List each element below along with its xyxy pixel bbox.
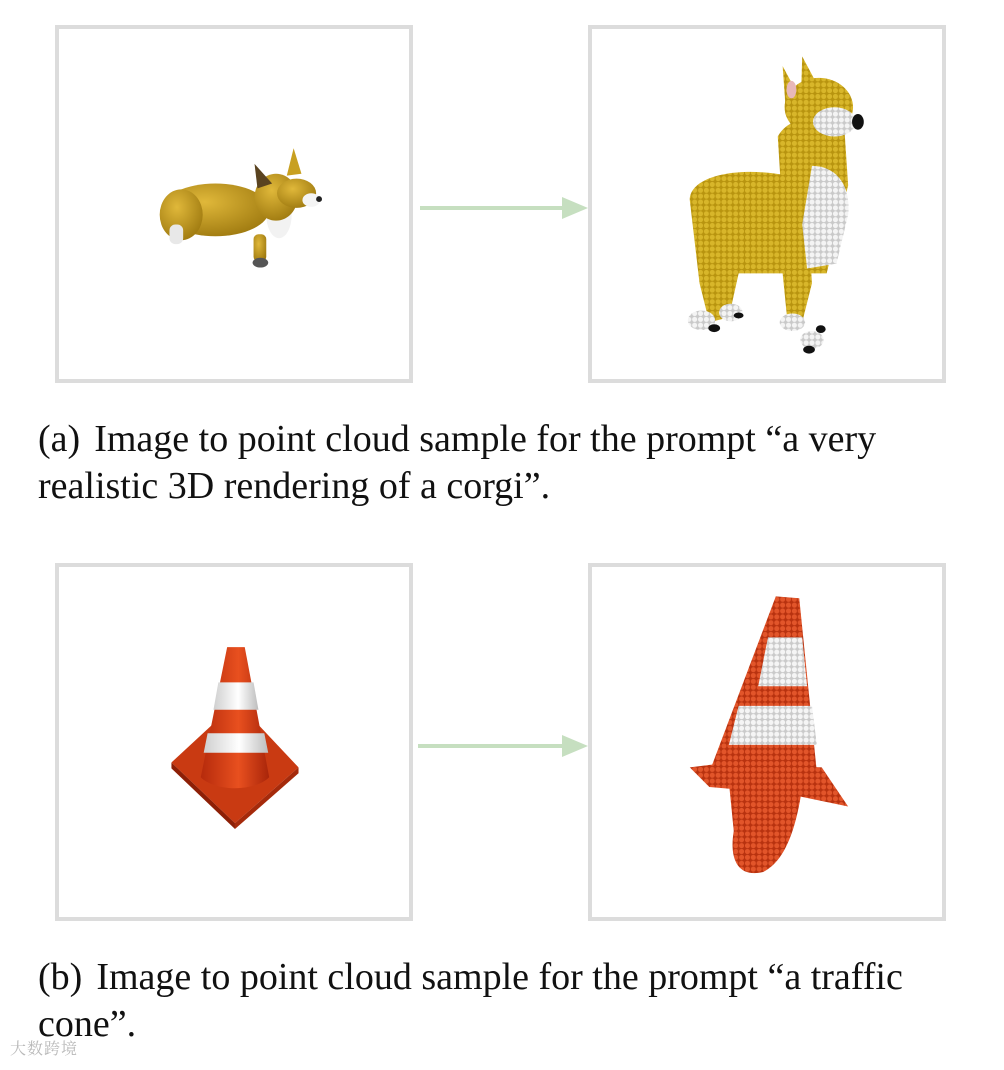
caption-a (38, 416, 978, 510)
arrow-icon (420, 196, 590, 220)
caption-b-text: Image to point cloud sample for the prompt “a traffic cone”. (38, 956, 903, 1045)
caption-a-text: Image to point cloud sample for the prompt “a very realistic 3D rendering of a corgi”. (38, 418, 877, 507)
arrow-icon (418, 734, 590, 758)
caption-a-label: (a) (38, 418, 81, 460)
caption-b (38, 954, 978, 1048)
corgi-render-image (59, 29, 409, 379)
caption-b-label: (b) (38, 956, 83, 998)
input-image-corgi (55, 25, 413, 383)
traffic-cone-point-cloud-image (592, 567, 942, 917)
input-image-traffic-cone (55, 563, 413, 921)
traffic-cone-render-image (59, 567, 409, 917)
output-point-cloud-traffic-cone (588, 563, 946, 921)
watermark: 大数跨境 (10, 1039, 79, 1058)
corgi-point-cloud-image (592, 29, 942, 379)
output-point-cloud-corgi (588, 25, 946, 383)
